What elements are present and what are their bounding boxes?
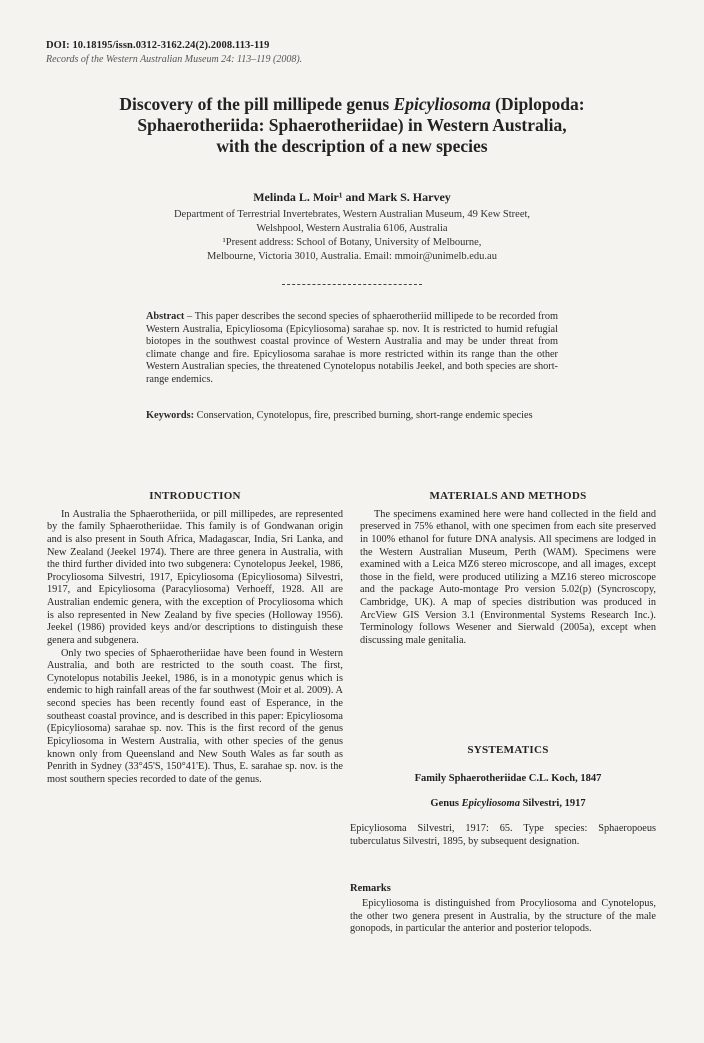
authors: Melinda L. Moir¹ and Mark S. Harvey (253, 190, 451, 204)
methods-paragraph-1: The specimens examined here were hand collected in the field and preserved in 75% ethanol, with one specimen from each site preserved in 100% ethanol for future DNA analysis. All specimens are lodged in the Western Australian Museum, Perth (WAM). Specimens were examined with a Leica MZ6 stereo microscope, and all images, except those in the field, were produced utilizing a MZ16 stereo microscope and the package Auto-montage Pro version 5.02(p) (Syncroscopy, Cambridge, UK). A map of species distribution was produced in ArcView GIS Version 3.1 (Environmental Systems Research Inc.). Terminology follows Wesener and Sierwald (2005a), except when discussing male genitalia. (360, 508, 656, 646)
paper-title (60, 94, 644, 157)
genus-heading-pre: Genus (430, 798, 462, 809)
section-divider (282, 284, 422, 285)
introduction-paragraph-2: Only two species of Sphaerotheriidae have been found in Western Australia, and both are restricted to the south coast. The first, Cynotelopus notabilis Jeekel, 1986, is in a monotypic genus which is endemic to high rainfall areas of the far southwest (Moir et al. 2009). A second species has been recently found east of Esperance, in the southeast coastal province, and is described in this paper: Epicyliosoma (Epicyliosoma) sarahae sp. nov. This is the first record of the genus Epicyliosoma in Western Australia, with other species of the genus known only from Queensland and New South Wales as far south as Penrith in Sydney (33°45'S, 150°41'E). Thus, E. sarahae sp. nov. is the most southern species recorded to date of the genus. (47, 647, 343, 785)
methods-column (360, 490, 656, 648)
affiliation (100, 208, 604, 264)
genus-heading-name: Epicyliosoma (461, 798, 520, 809)
journal-citation: Records of the Western Australian Museum 24: 113–119 (2008). (46, 54, 303, 65)
keywords-text: Conservation, Cynotelopus, fire, prescribed burning, short-range endemic species (194, 410, 533, 421)
methods-heading: MATERIALS AND METHODS (429, 490, 587, 502)
title-genus-name: Epicyliosoma (393, 94, 491, 114)
keywords (146, 410, 558, 423)
abstract (146, 311, 558, 387)
remarks-heading: Remarks (350, 883, 391, 894)
affiliation-line-3: ¹Present address: School of Botany, University of Melbourne, (222, 237, 482, 248)
affiliation-line-1: Department of Terrestrial Invertebrates, Western Australian Museum, 49 Kew Street, (173, 209, 531, 220)
affiliation-line-4: Melbourne, Victoria 3010, Australia. Email: mmoir@unimelb.edu.au (207, 251, 497, 262)
title-line-1-post: (Diplopoda: (490, 94, 585, 114)
introduction-heading: INTRODUCTION (149, 490, 241, 502)
introduction-column (47, 490, 343, 786)
doi-header: DOI: 10.18195/issn.0312-3162.24(2).2008.113-119 (46, 40, 270, 51)
abstract-text: – This paper describes the second species of sphaerotheriid millipede to be recorded from Western Australia, Epicyliosoma (Epicyliosoma) sarahae sp. nov. It is restricted to humid refugial biotopes in the southwest coastal province of Western Australia and may be under threat from climate change and fire. Epicyliosoma sarahae is more restricted within its range than the other Western Australian species, the threatened Cynotelopus notabilis Jeekel, and both species are short-range endemics. (146, 311, 558, 385)
title-line-1 (60, 94, 644, 115)
family-heading: Family Sphaerotheriidae C.L. Koch, 1847 (414, 773, 602, 784)
title-line-2: Sphaerotheriida: Sphaerotheriidae) in Western Australia, (137, 115, 567, 135)
genus-heading-post: Silvestri, 1917 (519, 798, 586, 809)
title-line-3: with the description of a new species (216, 136, 488, 156)
title-line-1-pre: Discovery of the pill millipede genus (119, 94, 394, 114)
systematics-heading: SYSTEMATICS (467, 744, 549, 756)
remarks-paragraph: Epicyliosoma is distinguished from Procyliosoma and Cynotelopus, the other two genera present in Australia, by the structure of the male gonopods, in particular the anterior and posterior telopods. (350, 898, 656, 935)
genus-heading (360, 798, 656, 809)
genus-synonymy: Epicyliosoma Silvestri, 1917: 65. Type species: Sphaeropoeus tuberculatus Silvestri, 1895, by subsequent designation. (350, 823, 656, 847)
abstract-label: Abstract (146, 311, 185, 322)
remarks-body (350, 898, 656, 936)
keywords-label: Keywords: (146, 410, 195, 421)
affiliation-line-2: Welshpool, Western Australia 6106, Australia (256, 223, 448, 234)
introduction-paragraph-1: In Australia the Sphaerotheriida, or pill millipedes, are represented by the family Sphaerotheriidae. This family is of Gondwanan origin and is also present in South Africa, Madagascar, India, Sri Lanka, and New Zealand (Jeekel 1974). There are three genera in Australia, with the third further divided into two subgenera: Cynotelopus Jeekel, 1986, Procyliosoma Silvestri, 1917, Epicyliosoma (Epicyliosoma) Silvestri, 1917, and Epicyliosoma (Paracyliosoma) Verhoeff, 1928. All are Australian endemic genera, with the exception of Procyliosoma which is also represented in New Zealand by five species (Holloway 1956). Jeekel (1986) provided keys and/or descriptions to distinguish these genera and subgenera. (47, 508, 343, 646)
